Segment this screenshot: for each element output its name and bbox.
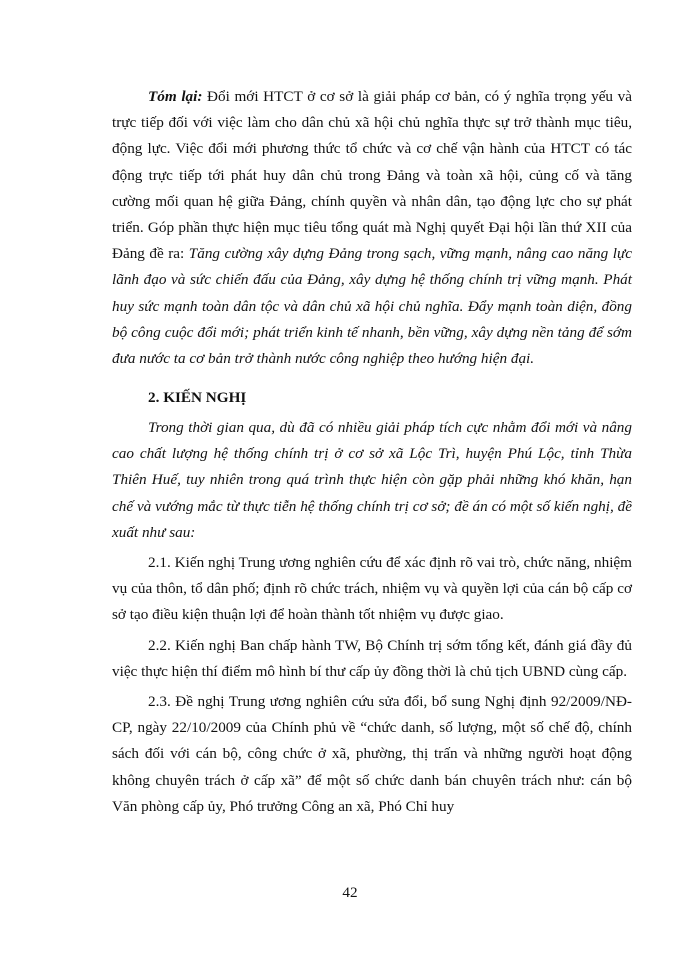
recommendations-section (112, 415, 632, 824)
recommendation-item-1: 2.1. Kiến nghị Trung ương nghiên cứu để xác định rõ vai trò, chức năng, nhiệm vụ của thôn, tổ dân phố; định rõ chức trách, nhiệm vụ và quyền lợi của cán bộ cấp cơ sở tạo điều kiện thuận lợi để hoàn thành tốt nhiệm vụ được giao. (112, 554, 632, 624)
summary-lead-label: Tóm lại: (148, 88, 203, 105)
summary-text: Đổi mới HTCT ở cơ sở là giải pháp cơ bản, có ý nghĩa trọng yếu và trực tiếp đối với việc làm cho dân chủ xã hội chủ nghĩa thực sự trở thành mục tiêu, động lực. Việc đổi mới phương thức tổ chức và cơ chế vận hành của HTCT có tác động trực tiếp tới phát huy dân chủ trong Đảng và toàn xã hội, củng cố và tăng cường mối quan hệ giữa Đảng, chính quyền và nhân dân, tạo động lực cho sự phát triển. Góp phần thực hiện mục tiêu tổng quát mà Nghị quyết Đại hội lần thứ XII của Đảng đề ra: (112, 88, 632, 263)
summary-section (112, 84, 632, 372)
recommendations-intro: Trong thời gian qua, dù đã có nhiều giải pháp tích cực nhằm đổi mới và nâng cao chất lượng hệ thống chính trị ở cơ sở xã Lộc Trì, huyện Phú Lộc, tỉnh Thừa Thiên Huế, tuy nhiên trong quá trình thực hiện còn gặp phải những khó khăn, hạn chế và vướng mắc từ thực tiễn hệ thống chính trị cơ sở; đề án có một số kiến nghị, đề xuất như sau: (112, 419, 632, 541)
recommendation-item-3: 2.3. Đề nghị Trung ương nghiên cứu sửa đổi, bổ sung Nghị định 92/2009/NĐ-CP, ngày 22/10/2009 của Chính phủ về “chức danh, số lượng, một số chế độ, chính sách đối với cán bộ, công chức ở xã, phường, thị trấn và những người hoạt động không chuyên trách ở cấp xã” để một số chức danh bán chuyên trách như: cán bộ Văn phòng cấp ủy, Phó trưởng Công an xã, Phó Chỉ huy (112, 693, 632, 815)
recommendation-item-2: 2.2. Kiến nghị Ban chấp hành TW, Bộ Chính trị sớm tổng kết, đánh giá đầy đủ việc thực hiện thí điểm mô hình bí thư cấp ủy đồng thời là chủ tịch UBND cùng cấp. (112, 636, 632, 680)
page-number: 42 (342, 884, 358, 901)
resolution-quote: Tăng cường xây dựng Đảng trong sạch, vững mạnh, nâng cao năng lực lãnh đạo và sức chiến đấu của Đảng, xây dựng hệ thống chính trị vững mạnh. Phát huy sức mạnh toàn dân tộc và dân chủ xã hội chủ nghĩa. Đẩy mạnh toàn diện, đồng bộ công cuộc đổi mới; phát triển kinh tế nhanh, bền vững, xây dựng nền tảng để sớm đưa nước ta cơ bản trở thành nước công nghiệp theo hướng hiện đại. (112, 245, 632, 368)
section-heading: 2. KIẾN NGHỊ (148, 389, 247, 406)
summary-paragraph (112, 84, 632, 372)
